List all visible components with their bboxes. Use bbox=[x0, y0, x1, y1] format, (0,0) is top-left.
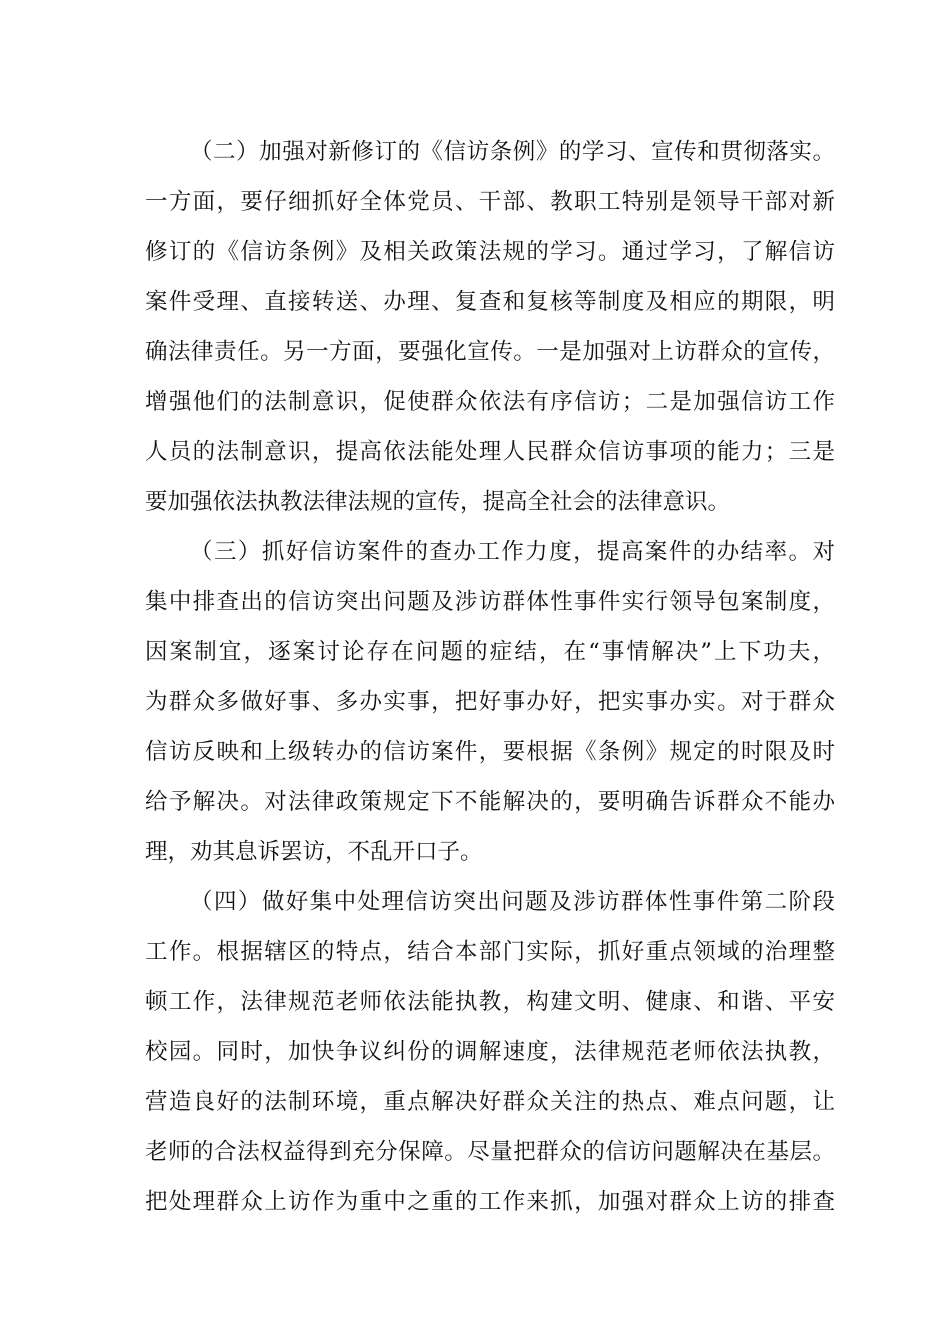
text-line: 案件受理、直接转送、办理、复查和复核等制度及相应的期限，明 bbox=[145, 289, 835, 315]
text-line: 一方面，要仔细抓好全体党员、干部、教职工特别是领导干部对新 bbox=[145, 189, 835, 215]
text-line: 集中排查出的信访突出问题及涉访群体性事件实行领导包案制度， bbox=[145, 589, 835, 615]
paragraph-first-line: （四）做好集中处理信访突出问题及涉访群体性事件第二阶段 bbox=[190, 889, 835, 915]
text-line: 顿工作，法律规范老师依法能执教，构建文明、健康、和谐、平安 bbox=[145, 989, 835, 1015]
document-body bbox=[145, 127, 835, 1227]
text-line: 要加强依法执教法律法规的宣传，提高全社会的法律意识。 bbox=[145, 489, 731, 515]
text-line: 因案制宜，逐案讨论存在问题的症结，在“事情解决”上下功夫， bbox=[145, 639, 835, 665]
text-line: 增强他们的法制意识，促使群众依法有序信访；二是加强信访工作 bbox=[145, 389, 835, 415]
text-line: 人员的法制意识，提高依法能处理人民群众信访事项的能力；三是 bbox=[145, 439, 835, 465]
text-line: 营造良好的法制环境，重点解决好群众关注的热点、难点问题，让 bbox=[145, 1089, 835, 1115]
text-line: 理，劝其息诉罢访，不乱开口子。 bbox=[145, 839, 483, 865]
text-line: 工作。根据辖区的特点，结合本部门实际，抓好重点领域的治理整 bbox=[145, 939, 835, 965]
paragraph-first-line: （三）抓好信访案件的查办工作力度，提高案件的办结率。对 bbox=[190, 539, 835, 565]
text-line: 确法律责任。另一方面，要强化宣传。一是加强对上访群众的宣传， bbox=[145, 339, 835, 365]
text-line: 信访反映和上级转办的信访案件，要根据《条例》规定的时限及时 bbox=[145, 739, 835, 765]
paragraph-first-line: （二）加强对新修订的《信访条例》的学习、宣传和贯彻落实。 bbox=[190, 139, 835, 165]
text-line: 把处理群众上访作为重中之重的工作来抓，加强对群众上访的排查 bbox=[145, 1189, 835, 1215]
text-line: 老师的合法权益得到充分保障。尽量把群众的信访问题解决在基层。 bbox=[145, 1139, 835, 1165]
text-line: 校园。同时，加快争议纠份的调解速度，法律规范老师依法执教， bbox=[145, 1039, 835, 1065]
text-line: 修订的《信访条例》及相关政策法规的学习。通过学习，了解信访 bbox=[145, 239, 835, 265]
text-line: 给予解决。对法律政策规定下不能解决的，要明确告诉群众不能办 bbox=[145, 789, 835, 815]
text-line: 为群众多做好事、多办实事，把好事办好，把实事办实。对于群众 bbox=[145, 689, 835, 715]
